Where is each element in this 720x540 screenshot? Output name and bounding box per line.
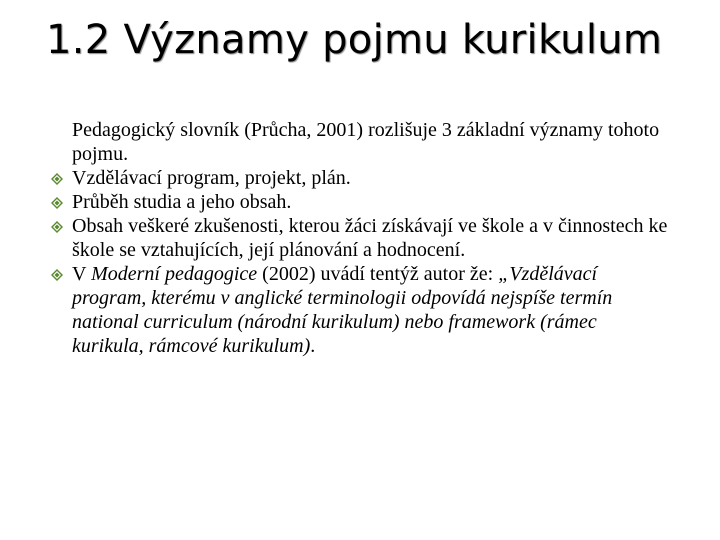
quote-end: . (310, 335, 316, 357)
list-item (50, 262, 670, 358)
quote-text: „Vzdělávací program, kterému v anglické terminologii odpovídá nejspíše termín national curriculum (národní kurikulum) nebo framework (rámec kurikula, rámcové kurikulum) (72, 263, 613, 357)
source-title: Moderní pedagogice (91, 263, 258, 285)
source-suffix: (2002) uvádí tentýž autor že: (257, 263, 499, 285)
list-item-text: Průběh studia a jeho obsah. (72, 191, 292, 213)
list-item (50, 214, 670, 262)
list-item-text: Obsah veškeré zkušenosti, kterou žáci získávají ve škole a v činnostech ke škole se vztahujících, její plánování a hodnocení. (72, 215, 668, 261)
diamond-bullet-icon (50, 268, 64, 282)
slide-content (50, 118, 670, 358)
list-item (50, 190, 670, 214)
diamond-bullet-icon (50, 220, 64, 234)
intro-paragraph: Pedagogický slovník (Průcha, 2001) rozlišuje 3 základní významy tohoto pojmu. (72, 119, 660, 165)
list-item-text: Vzdělávací program, projekt, plán. (72, 167, 351, 189)
list-item (50, 166, 670, 190)
diamond-bullet-icon (50, 172, 64, 186)
diamond-bullet-icon (50, 196, 64, 210)
slide-title: 1.2 Významy pojmu kurikulum (46, 17, 663, 63)
list-item-prefix: V (72, 263, 92, 285)
